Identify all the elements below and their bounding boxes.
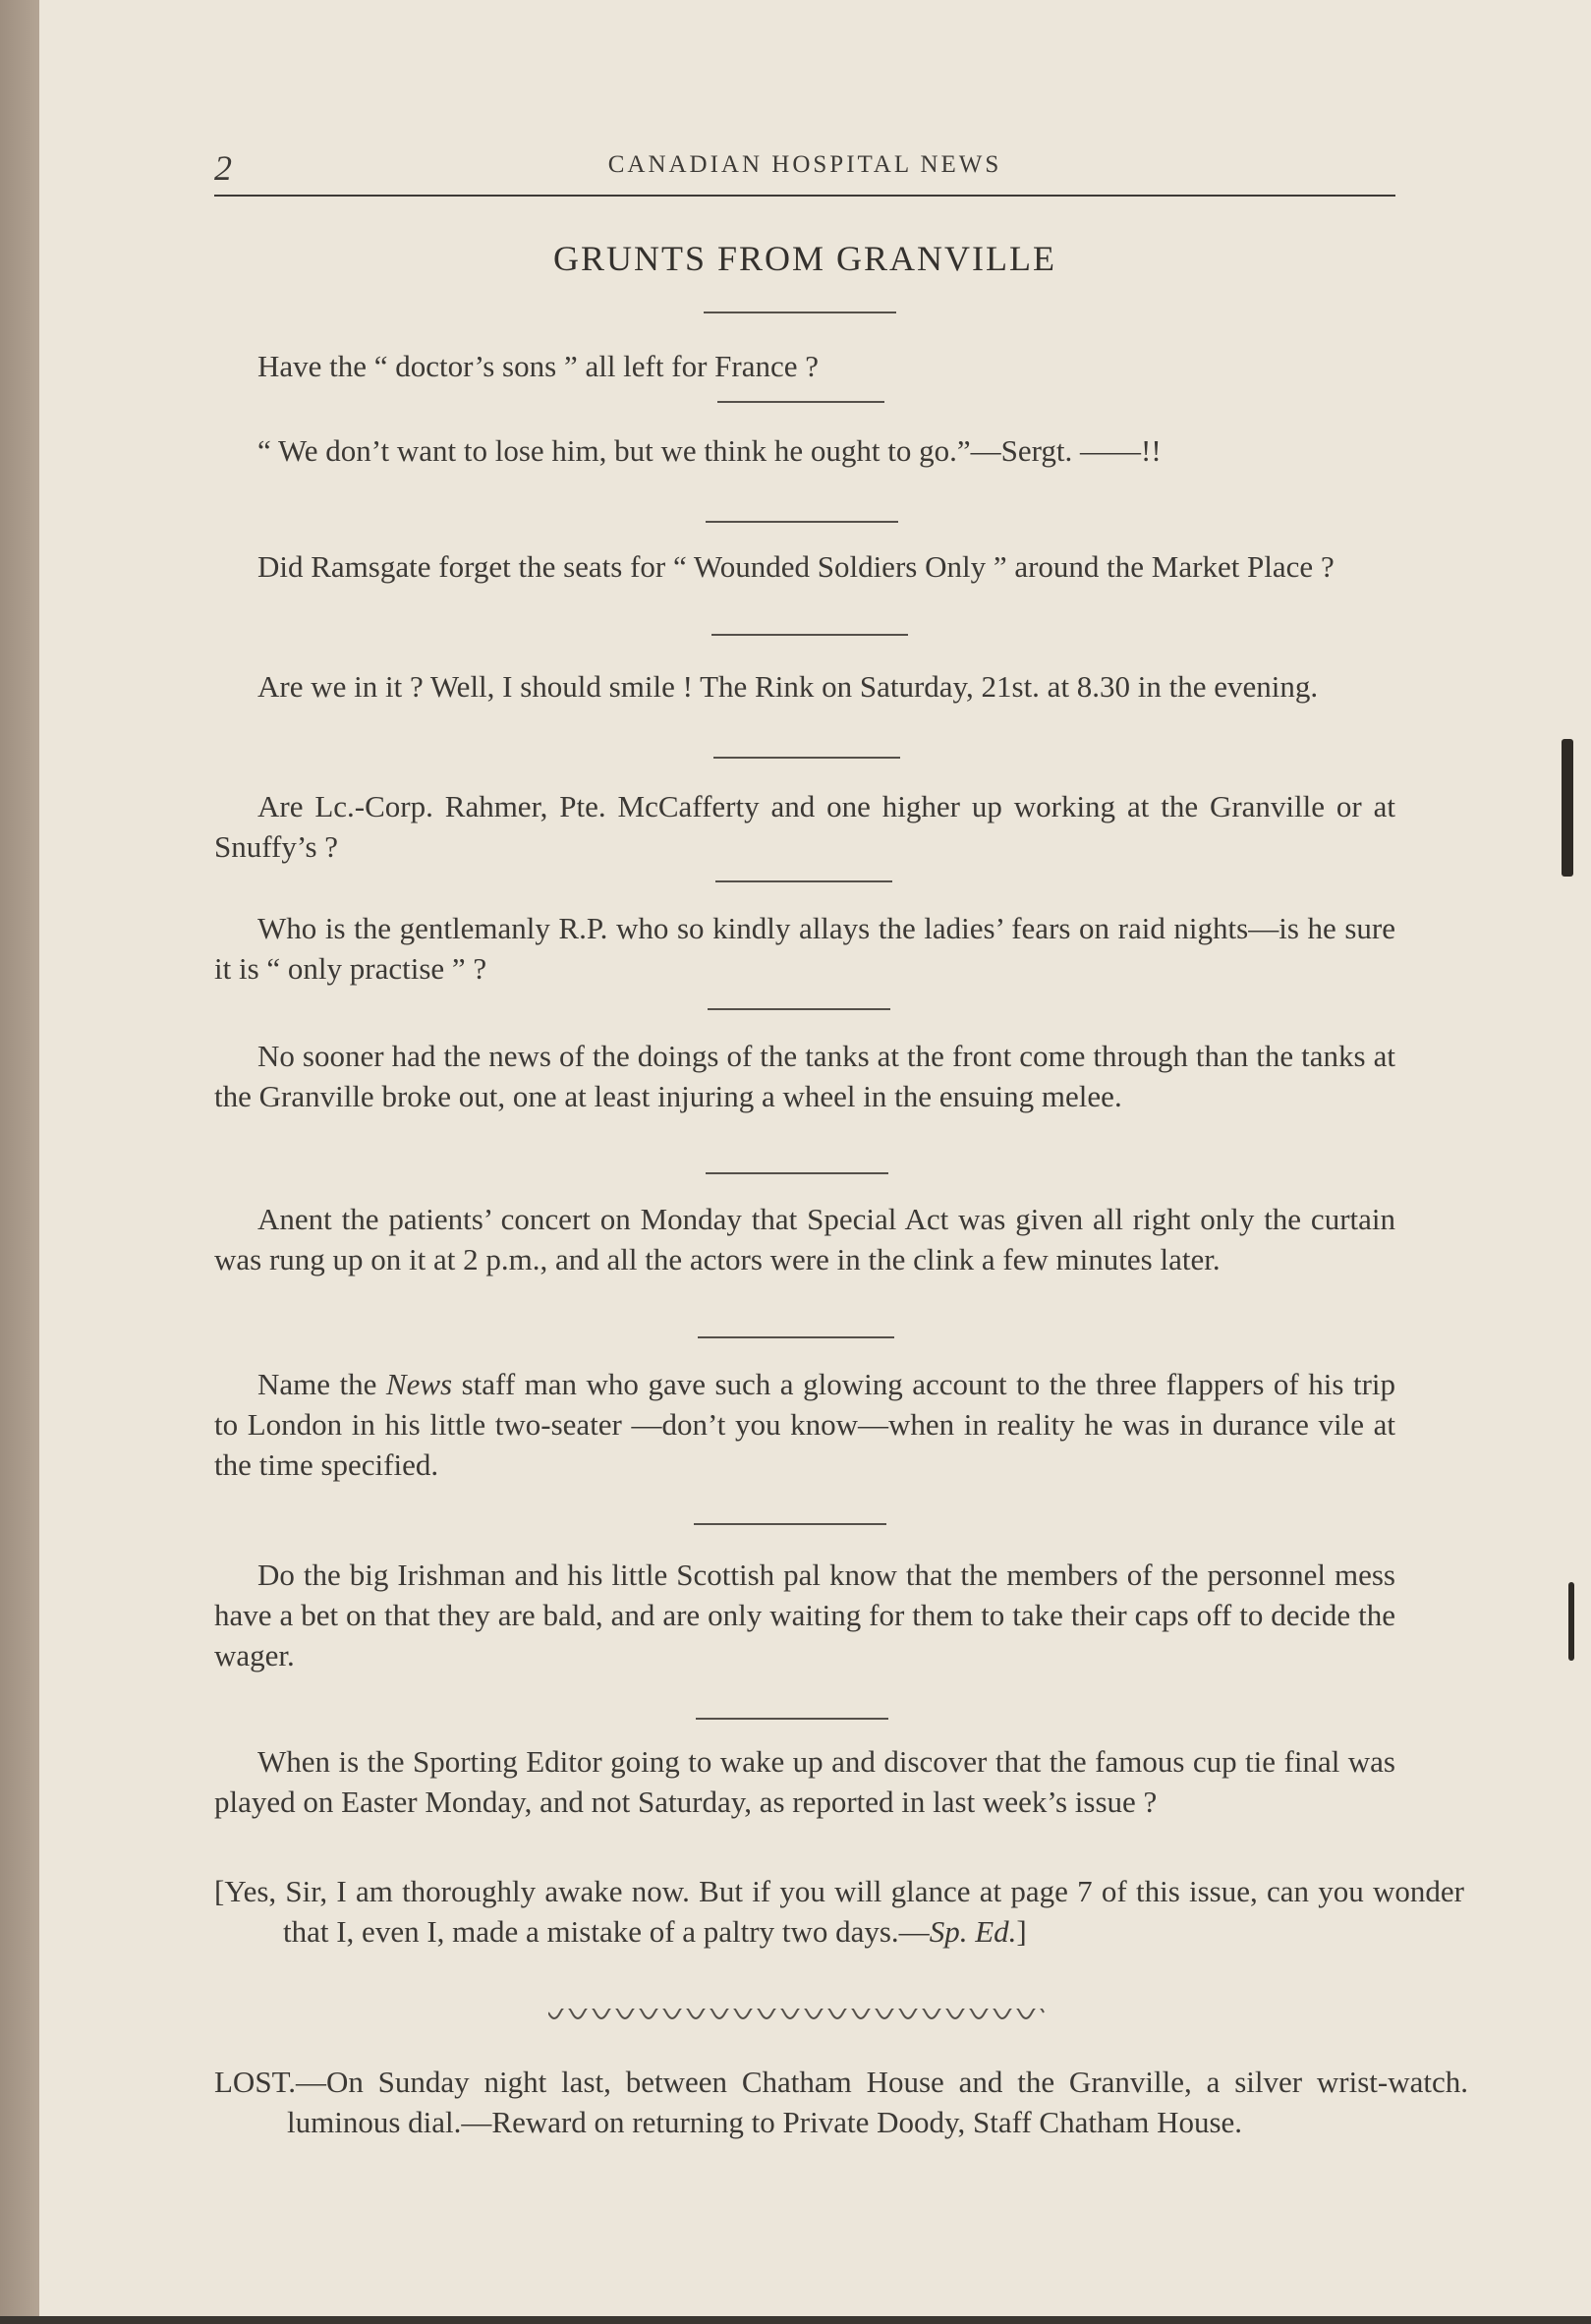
article-title: GRUNTS FROM GRANVILLE — [552, 239, 1057, 278]
divider — [711, 634, 908, 636]
lost-notice: LOST.—On Sunday night last, between Chatham House and the Granville, a silver wrist-watch. luminous dial.—Reward on returning to Private Doody, Staff Chatham House. — [214, 2065, 1468, 2139]
divider — [706, 1172, 888, 1174]
divider — [717, 401, 884, 403]
paragraph: Are we in it ? Well, I should smile ! The Rink on Saturday, 21st. at 8.30 in the evening. — [257, 669, 1319, 704]
editor-signature: Sp. Ed. — [929, 1914, 1017, 1949]
paragraph: No sooner had the news of the doings of the tanks at the front come through than the tanks at the Granville broke out, one at least injuring a wheel in the ensuing melee. — [214, 1039, 1395, 1113]
edge-mark — [1562, 739, 1573, 877]
bottom-edge — [0, 2316, 1591, 2324]
page-number: 2 — [214, 148, 232, 188]
editor-reply-close: ] — [1016, 1914, 1027, 1949]
divider — [694, 1523, 886, 1525]
paragraph-text: staff man who gave such a glowing account to the three flappers of his trip to London in his little two-seater —don’t you know—when in reality he was in durance vile at the time specified. — [214, 1367, 1396, 1482]
paragraph: Did Ramsgate forget the seats for “ Wounded Soldiers Only ” around the Market Place ? — [257, 549, 1335, 584]
divider — [696, 1718, 888, 1720]
paragraph: “ We don’t want to lose him, but we think he ought to go.”—Sergt. ——!! — [257, 433, 1162, 468]
page-header — [214, 147, 1395, 187]
paragraph: Have the “ doctor’s sons ” all left for France ? — [257, 349, 819, 383]
paragraph: Do the big Irishman and his little Scottish pal know that the members of the personnel mess have a bet on that they are bald, and are only waiting for them to take their caps off to decide the wager. — [214, 1558, 1395, 1672]
divider — [713, 757, 900, 759]
wavy-divider — [548, 2009, 1050, 2026]
paragraph: Anent the patients’ concert on Monday that Special Act was given all right only the curtain was rung up on it at 2 p.m., and all the actors were in the clink a few minutes later. — [214, 1202, 1395, 1276]
editor-reply-text: [Yes, Sir, I am thoroughly awake now. But if you will glance at page 7 of this issue, can you wonder that I, even I, made a mistake of a paltry two days.— — [214, 1874, 1464, 1949]
paragraph: When is the Sporting Editor going to wake up and discover that the famous cup tie final was played on Easter Monday, and not Saturday, as reported in last week’s issue ? — [214, 1744, 1395, 1819]
paragraph — [214, 1364, 1395, 1485]
divider — [715, 880, 892, 882]
newspaper-name: News — [385, 1367, 453, 1401]
running-head: CANADIAN HOSPITAL NEWS — [607, 151, 1002, 178]
divider — [704, 312, 896, 313]
editor-reply — [214, 1871, 1464, 1952]
divider — [698, 1336, 894, 1338]
divider — [706, 521, 898, 523]
paragraph: Are Lc.-Corp. Rahmer, Pte. McCafferty and one higher up working at the Granville or at Snuffy’s ? — [214, 789, 1395, 864]
header-rule — [214, 195, 1395, 197]
book-binding-edge — [0, 0, 39, 2324]
paragraph-text: Name the — [257, 1367, 386, 1401]
edge-mark — [1568, 1582, 1574, 1661]
divider — [708, 1008, 890, 1010]
paragraph: Who is the gentlemanly R.P. who so kindly allays the ladies’ fears on raid nights—is he sure it is “ only practise ” ? — [214, 911, 1395, 986]
